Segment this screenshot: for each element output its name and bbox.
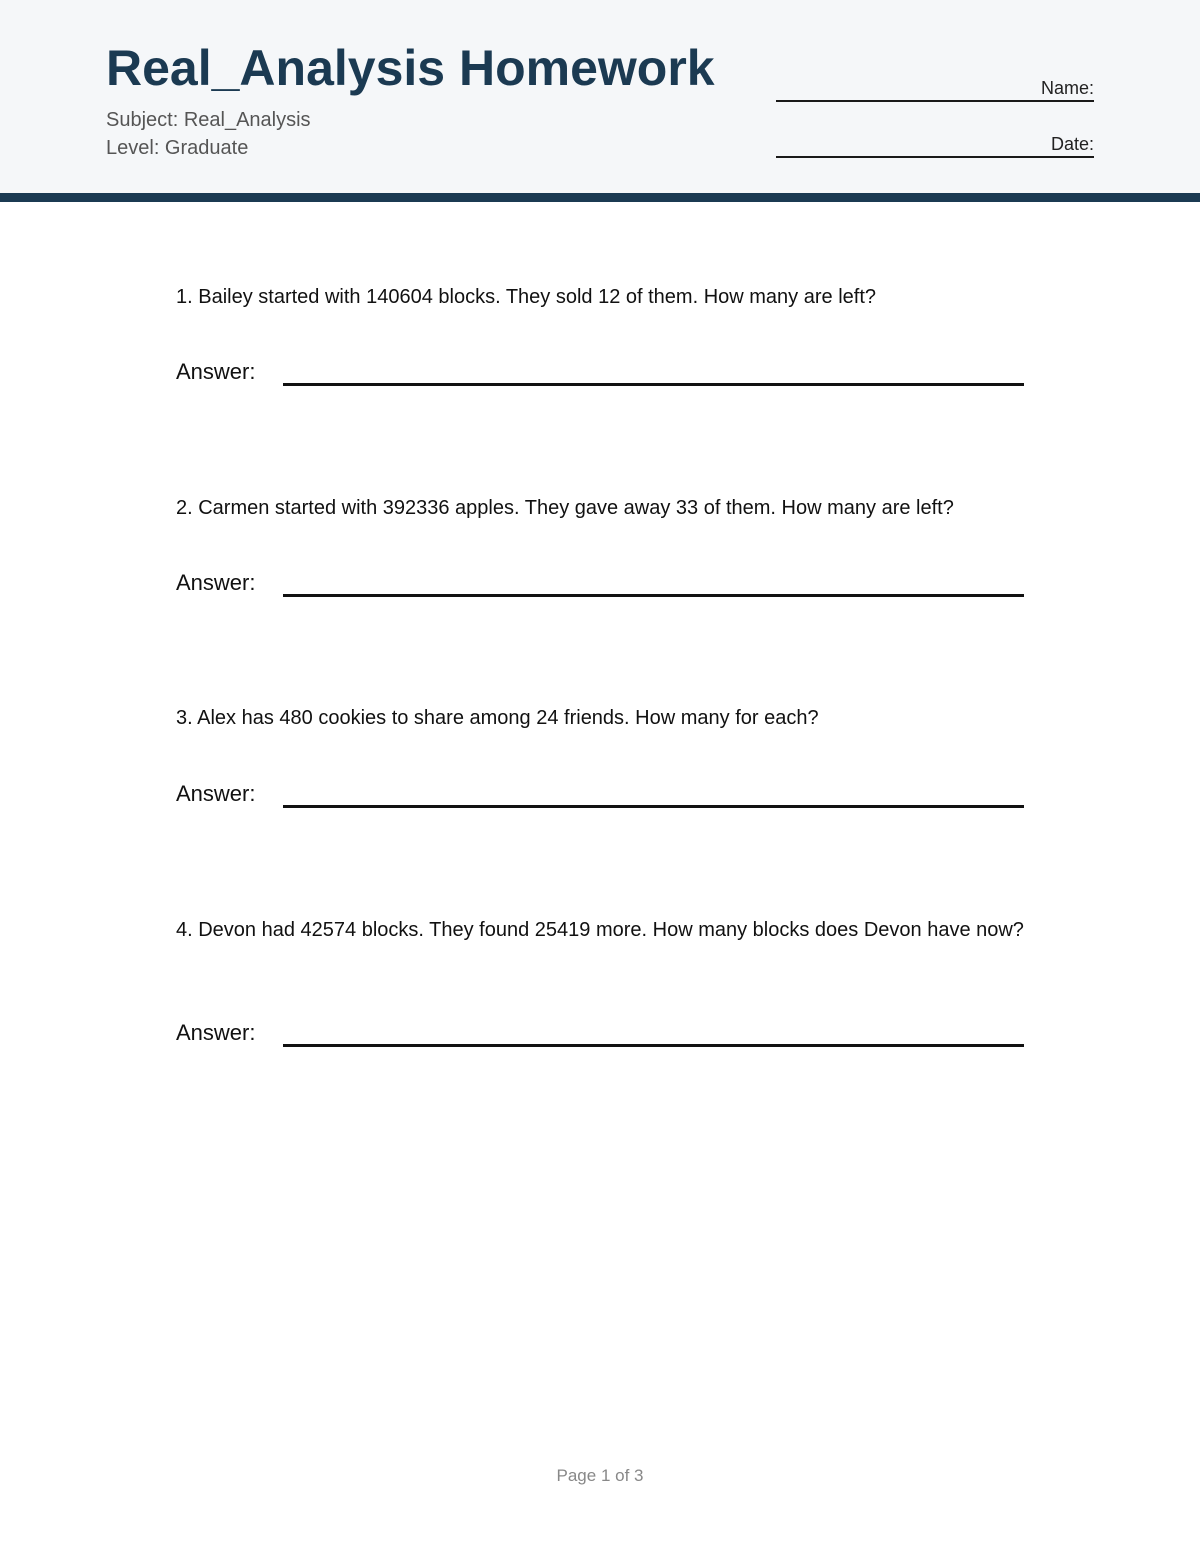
answer-line-2[interactable] <box>283 594 1024 597</box>
question-2: 2. Carmen started with 392336 apples. They gave away 33 of them. How many are left? <box>176 497 954 519</box>
page-indicator: Page 1 of 3 <box>556 1466 644 1485</box>
answer-row-3 <box>176 781 1024 821</box>
name-field[interactable] <box>776 70 1094 102</box>
answer-label: Answer: <box>176 570 256 595</box>
answer-label: Answer: <box>176 1020 256 1045</box>
answer-label: Answer: <box>176 781 256 806</box>
level-label: Level: Graduate <box>106 137 249 159</box>
answer-row-2 <box>176 570 1024 610</box>
answer-line-1[interactable] <box>283 383 1024 386</box>
date-label: Date: <box>1050 134 1094 154</box>
date-field[interactable] <box>776 126 1094 158</box>
answer-label: Answer: <box>176 359 256 384</box>
answer-line-4[interactable] <box>283 1044 1024 1047</box>
subject-label: Subject: Real_Analysis <box>106 109 311 131</box>
page-title: Real_Analysis Homework <box>106 40 715 96</box>
answer-row-1 <box>176 359 1024 399</box>
question-4: 4. Devon had 42574 blocks. They found 25419 more. How many blocks does Devon have now? <box>176 919 1024 941</box>
header-divider <box>0 193 1200 202</box>
answer-line-3[interactable] <box>283 805 1024 808</box>
question-1: 1. Bailey started with 140604 blocks. They sold 12 of them. How many are left? <box>176 286 876 308</box>
question-3: 3. Alex has 480 cookies to share among 24 friends. How many for each? <box>176 707 819 729</box>
answer-row-4 <box>176 1020 1024 1060</box>
name-label: Name: <box>1040 78 1094 98</box>
worksheet-header <box>0 0 1200 193</box>
